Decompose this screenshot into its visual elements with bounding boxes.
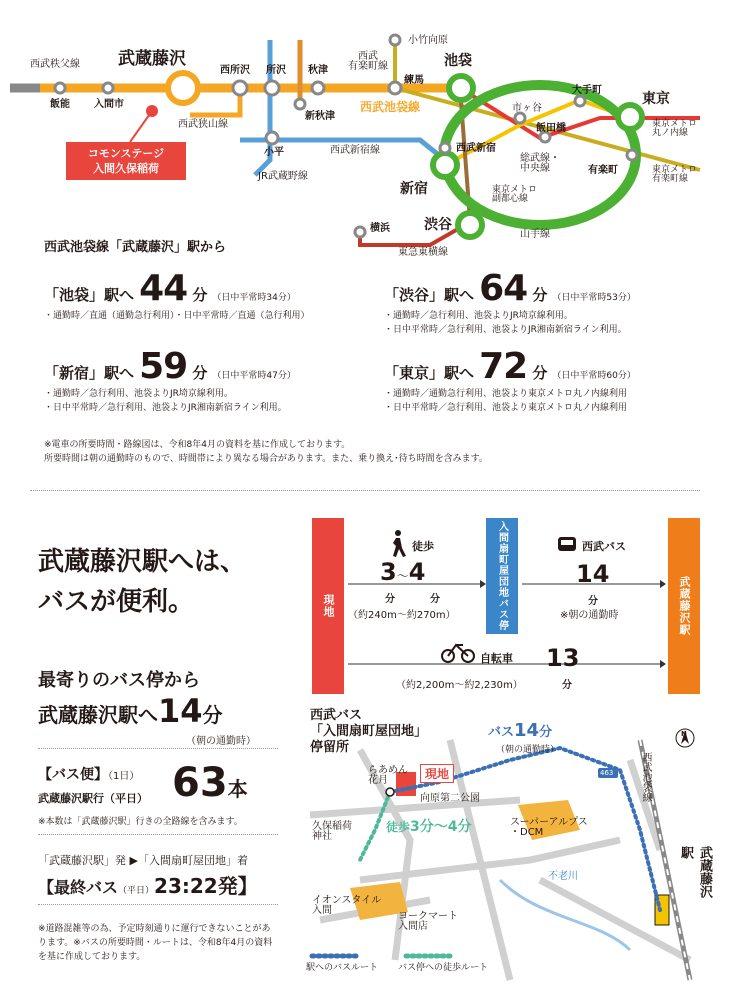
label-seibu-chichibu-line: 西武秩父線	[30, 59, 80, 70]
local-map-title: 西武バス 「入間扇町屋団地」 停留所	[310, 708, 428, 755]
walk-icon	[393, 530, 406, 557]
local-bus-sub: （朝の通勤時）	[496, 745, 560, 755]
bus-icon	[558, 537, 576, 551]
bus-count-block	[38, 764, 139, 784]
local-yorkmart: ヨークマート 入間店	[398, 911, 458, 932]
bike-label: 自転車	[480, 652, 513, 665]
route-tokyo-dest: 「東京」駅へ	[384, 364, 475, 382]
local-station: 武蔵藤沢 駅	[678, 846, 712, 898]
label-iruma-shi: 入間市	[94, 99, 124, 110]
label-iidabashi: 飯田橋	[536, 123, 566, 134]
local-aeon: イオンスタイル 入間	[312, 895, 382, 916]
route-ikebukuro-dest: 「池袋」駅へ	[44, 286, 135, 304]
route-shibuya-min: 64	[479, 268, 528, 309]
bus-divider-1	[38, 748, 278, 749]
label-shin-akitsu: 新秋津	[305, 111, 335, 122]
legend-bus-route: 駅へのバスルート	[306, 963, 379, 973]
nearest-line-b	[38, 692, 223, 730]
bicycle-icon	[442, 645, 474, 662]
label-seibu-tokorozawa: 西所沢	[220, 65, 250, 76]
route-shibuya-dest: 「渋谷」駅へ	[384, 286, 475, 304]
walk-label: 徒歩	[412, 540, 434, 553]
label-kodaira: 小平	[264, 147, 284, 158]
route-tokyo-unit: 分	[532, 364, 548, 382]
local-genchi: 現地	[420, 764, 454, 783]
routes-footnote-2: 所要時間は朝の通勤時のもので、時間帯により異なる場合があります。また、乗り換え･待ち時間を含みます。	[44, 454, 488, 464]
label-seibu-sayama-line: 西武狭山線	[178, 119, 228, 130]
last-bus-label: 【最終バス	[38, 878, 119, 897]
walk-dist: （約240m～約270m）	[348, 610, 456, 621]
local-river: 不老川	[548, 871, 578, 882]
bus-count-value	[172, 760, 248, 806]
label-tokorozawa: 所沢	[266, 65, 286, 76]
walk-time	[380, 558, 425, 586]
bike-unit: 分	[562, 680, 572, 691]
route-shinjuku	[44, 346, 296, 415]
label-metro-fukutoshin: 東京メトロ 副都心線	[492, 185, 538, 204]
route-shibuya-note-1: ・日中平常時／急行利用、池袋よりJR湘南新宿ライン利用。	[384, 325, 627, 335]
bus-unit: 分	[588, 596, 598, 607]
route-shinjuku-unit: 分	[192, 364, 208, 382]
route-shibuya-note-0: ・通勤時／急行利用、池袋よりJR埼京線利用。	[384, 311, 573, 321]
legend-walk-route: バス停への徒歩ルート	[398, 963, 489, 973]
label-hanno: 飯能	[50, 99, 70, 110]
route-ikebukuro-min: 44	[139, 268, 188, 309]
bus-headline-1: 武蔵藤沢駅へは、	[38, 547, 247, 577]
route-shinjuku-note-1: ・日中平常時／急行利用、池袋よりJR湘南新宿ライン利用。	[44, 403, 287, 413]
local-bus-min: 14	[514, 720, 540, 741]
label-shibuya: 渋谷	[424, 217, 452, 233]
local-alps: スーパーアルプス ・DCM	[510, 817, 588, 838]
label-yokohama: 横浜	[370, 223, 390, 234]
label-sobu-chuo-line: 総武線・ 中央線	[520, 153, 560, 174]
local-rail: 西武池袋線	[640, 752, 651, 802]
legend-walk-route-swatch	[404, 952, 454, 960]
last-bus-block	[38, 870, 258, 899]
label-tokyo: 東京	[642, 91, 670, 107]
bus-count-sub: （1日）	[108, 771, 140, 782]
label-akitsu: 秋津	[308, 65, 328, 76]
route-ikebukuro-unit: 分	[192, 286, 208, 304]
routes-footnote-1: ※電車の所要時間・路線図は、令和8年4月の資料を基に作成しております。	[44, 440, 351, 450]
nearest-unit: 分	[202, 703, 223, 727]
bus-count-number: 63	[172, 760, 228, 806]
legend-bus-route-swatch	[310, 952, 360, 960]
bus-count-dest: 武蔵藤沢駅行（平日）	[38, 792, 148, 805]
nearest-line-a: 最寄りのバス停から	[38, 670, 200, 691]
nearest-dest: 武蔵藤沢駅へ	[38, 703, 158, 727]
label-ichigaya: 市ヶ谷	[512, 103, 542, 114]
bus-sub: ※朝の通勤時	[560, 610, 619, 621]
walk-tilde: ～	[396, 569, 409, 583]
local-walk	[386, 816, 472, 836]
label-seibu-shinjuku: 西武新宿	[456, 143, 496, 154]
route-tokyo-note-1: ・日中平常時／急行利用、池袋より東京メトロ丸ノ内線利用	[384, 403, 628, 413]
route-shibuya-unit: 分	[532, 286, 548, 304]
property-tag-text: コモンステージ 入間久保稲荷	[87, 147, 165, 175]
walk-unit-2: 分	[430, 594, 440, 605]
label-nerima: 練馬	[404, 75, 424, 86]
bus-headline-2: バスが便利。	[38, 587, 195, 617]
bus-divider-2	[38, 834, 278, 835]
route-tokyo-sub: （日中平常時60分）	[552, 371, 636, 381]
label-seibu-yurakucho-line: 西武 有楽町線	[348, 51, 388, 72]
label-jr-musashino-line: JR武蔵野線	[258, 171, 308, 182]
local-bus-time	[488, 720, 552, 741]
local-walk-range: 3分～4分	[410, 819, 472, 835]
label-yamanote-line: 山手線	[520, 229, 550, 240]
walk-unit: 分	[385, 594, 395, 605]
bus-count-unit: 本	[227, 777, 248, 801]
label-shinjuku: 新宿	[400, 181, 428, 197]
label-otemachi: 大手町	[572, 85, 602, 96]
local-bus-unit: 分	[539, 725, 553, 740]
bus-count-note: ※本数は「武蔵藤沢駅」行きの全路線を含みます。	[38, 817, 243, 827]
local-park: 向原第二公園	[420, 793, 480, 804]
route-ikebukuro	[44, 268, 310, 323]
bike-dist: （約2,200m～約2,230m）	[396, 680, 523, 691]
bus-min: 14	[576, 560, 610, 588]
label-seibu-shinjuku-line: 西武新宿線	[330, 145, 380, 156]
routes-heading: 西武池袋線「武蔵藤沢」駅から	[44, 240, 227, 255]
box-genchi: 現地	[312, 518, 344, 694]
route-ikebukuro-note-0: ・通勤時／直通（通勤急行利用）・日中平常時／直通（急行利用）	[44, 311, 310, 321]
local-bus-label: バス	[488, 725, 515, 740]
route-shinjuku-sub: （日中平常時47分）	[212, 371, 296, 381]
local-route-badge: 463	[600, 769, 614, 777]
local-north: N	[681, 730, 687, 738]
route-tokyo	[384, 346, 636, 415]
box-station: 武蔵藤沢駅	[668, 518, 700, 694]
walk-max: 4	[408, 558, 426, 586]
route-shinjuku-dest: 「新宿」駅へ	[44, 364, 135, 382]
bus-bottom-note: ※道路混雑等の為、予定時刻通りに運行できないことがあります。※バスの所要時間・ルートは、令和8年4月の資料を基に作成しております。	[38, 924, 273, 962]
local-shrine: 久保稲荷 神社	[312, 821, 352, 842]
label-kotake-mukaihara: 小竹向原	[408, 35, 448, 46]
local-ramen: らあめん 花月	[368, 765, 408, 786]
bus-label: 西武バス	[582, 540, 626, 553]
route-shinjuku-min: 59	[139, 346, 188, 387]
label-metro-yurakucho: 東京メトロ 有楽町線	[652, 165, 698, 184]
label-tokyu-toyoko-line: 東急東横線	[398, 247, 448, 258]
nearest-min: 14	[158, 692, 203, 730]
route-shibuya	[384, 268, 636, 337]
label-yurakucho: 有楽町	[588, 165, 618, 176]
bike-min: 13	[546, 644, 580, 672]
label-musashi-fujisawa: 武蔵藤沢	[118, 49, 186, 69]
property-tag	[66, 142, 186, 180]
last-bus-time: 23:22発】	[154, 874, 258, 898]
local-walk-label: 徒歩	[386, 820, 411, 834]
bus-divider-3	[38, 904, 278, 905]
route-tokyo-min: 72	[479, 346, 528, 387]
route-shibuya-sub: （日中平常時53分）	[552, 293, 636, 303]
label-metro-marunouchi: 東京メトロ 丸ノ内線	[652, 119, 698, 138]
route-ikebukuro-sub: （日中平常時34分）	[212, 293, 296, 303]
last-bus-sub: （平日）	[118, 886, 155, 896]
rail-map	[0, 0, 730, 250]
route-tokyo-note-0: ・通勤時／通勤急行利用、池袋より東京メトロ丸ノ内線利用	[384, 389, 628, 399]
label-seibu-ikebukuro-line: 西武池袋線	[360, 100, 421, 114]
label-ikebukuro: 池袋	[444, 53, 472, 69]
bus-count-label: 【バス便】	[38, 767, 108, 783]
walk-min: 3	[380, 558, 397, 586]
section-divider	[30, 490, 700, 491]
route-shinjuku-note-0: ・通勤時／急行利用、池袋よりJR埼京線利用。	[44, 389, 233, 399]
last-bus-from: 「武蔵藤沢駅」発 ▶「入間扇町屋団地」着	[38, 854, 248, 867]
nearest-sub: （朝の通勤時）	[186, 736, 256, 747]
box-bus-stop: 入間扇町屋団地バス停	[486, 518, 518, 634]
